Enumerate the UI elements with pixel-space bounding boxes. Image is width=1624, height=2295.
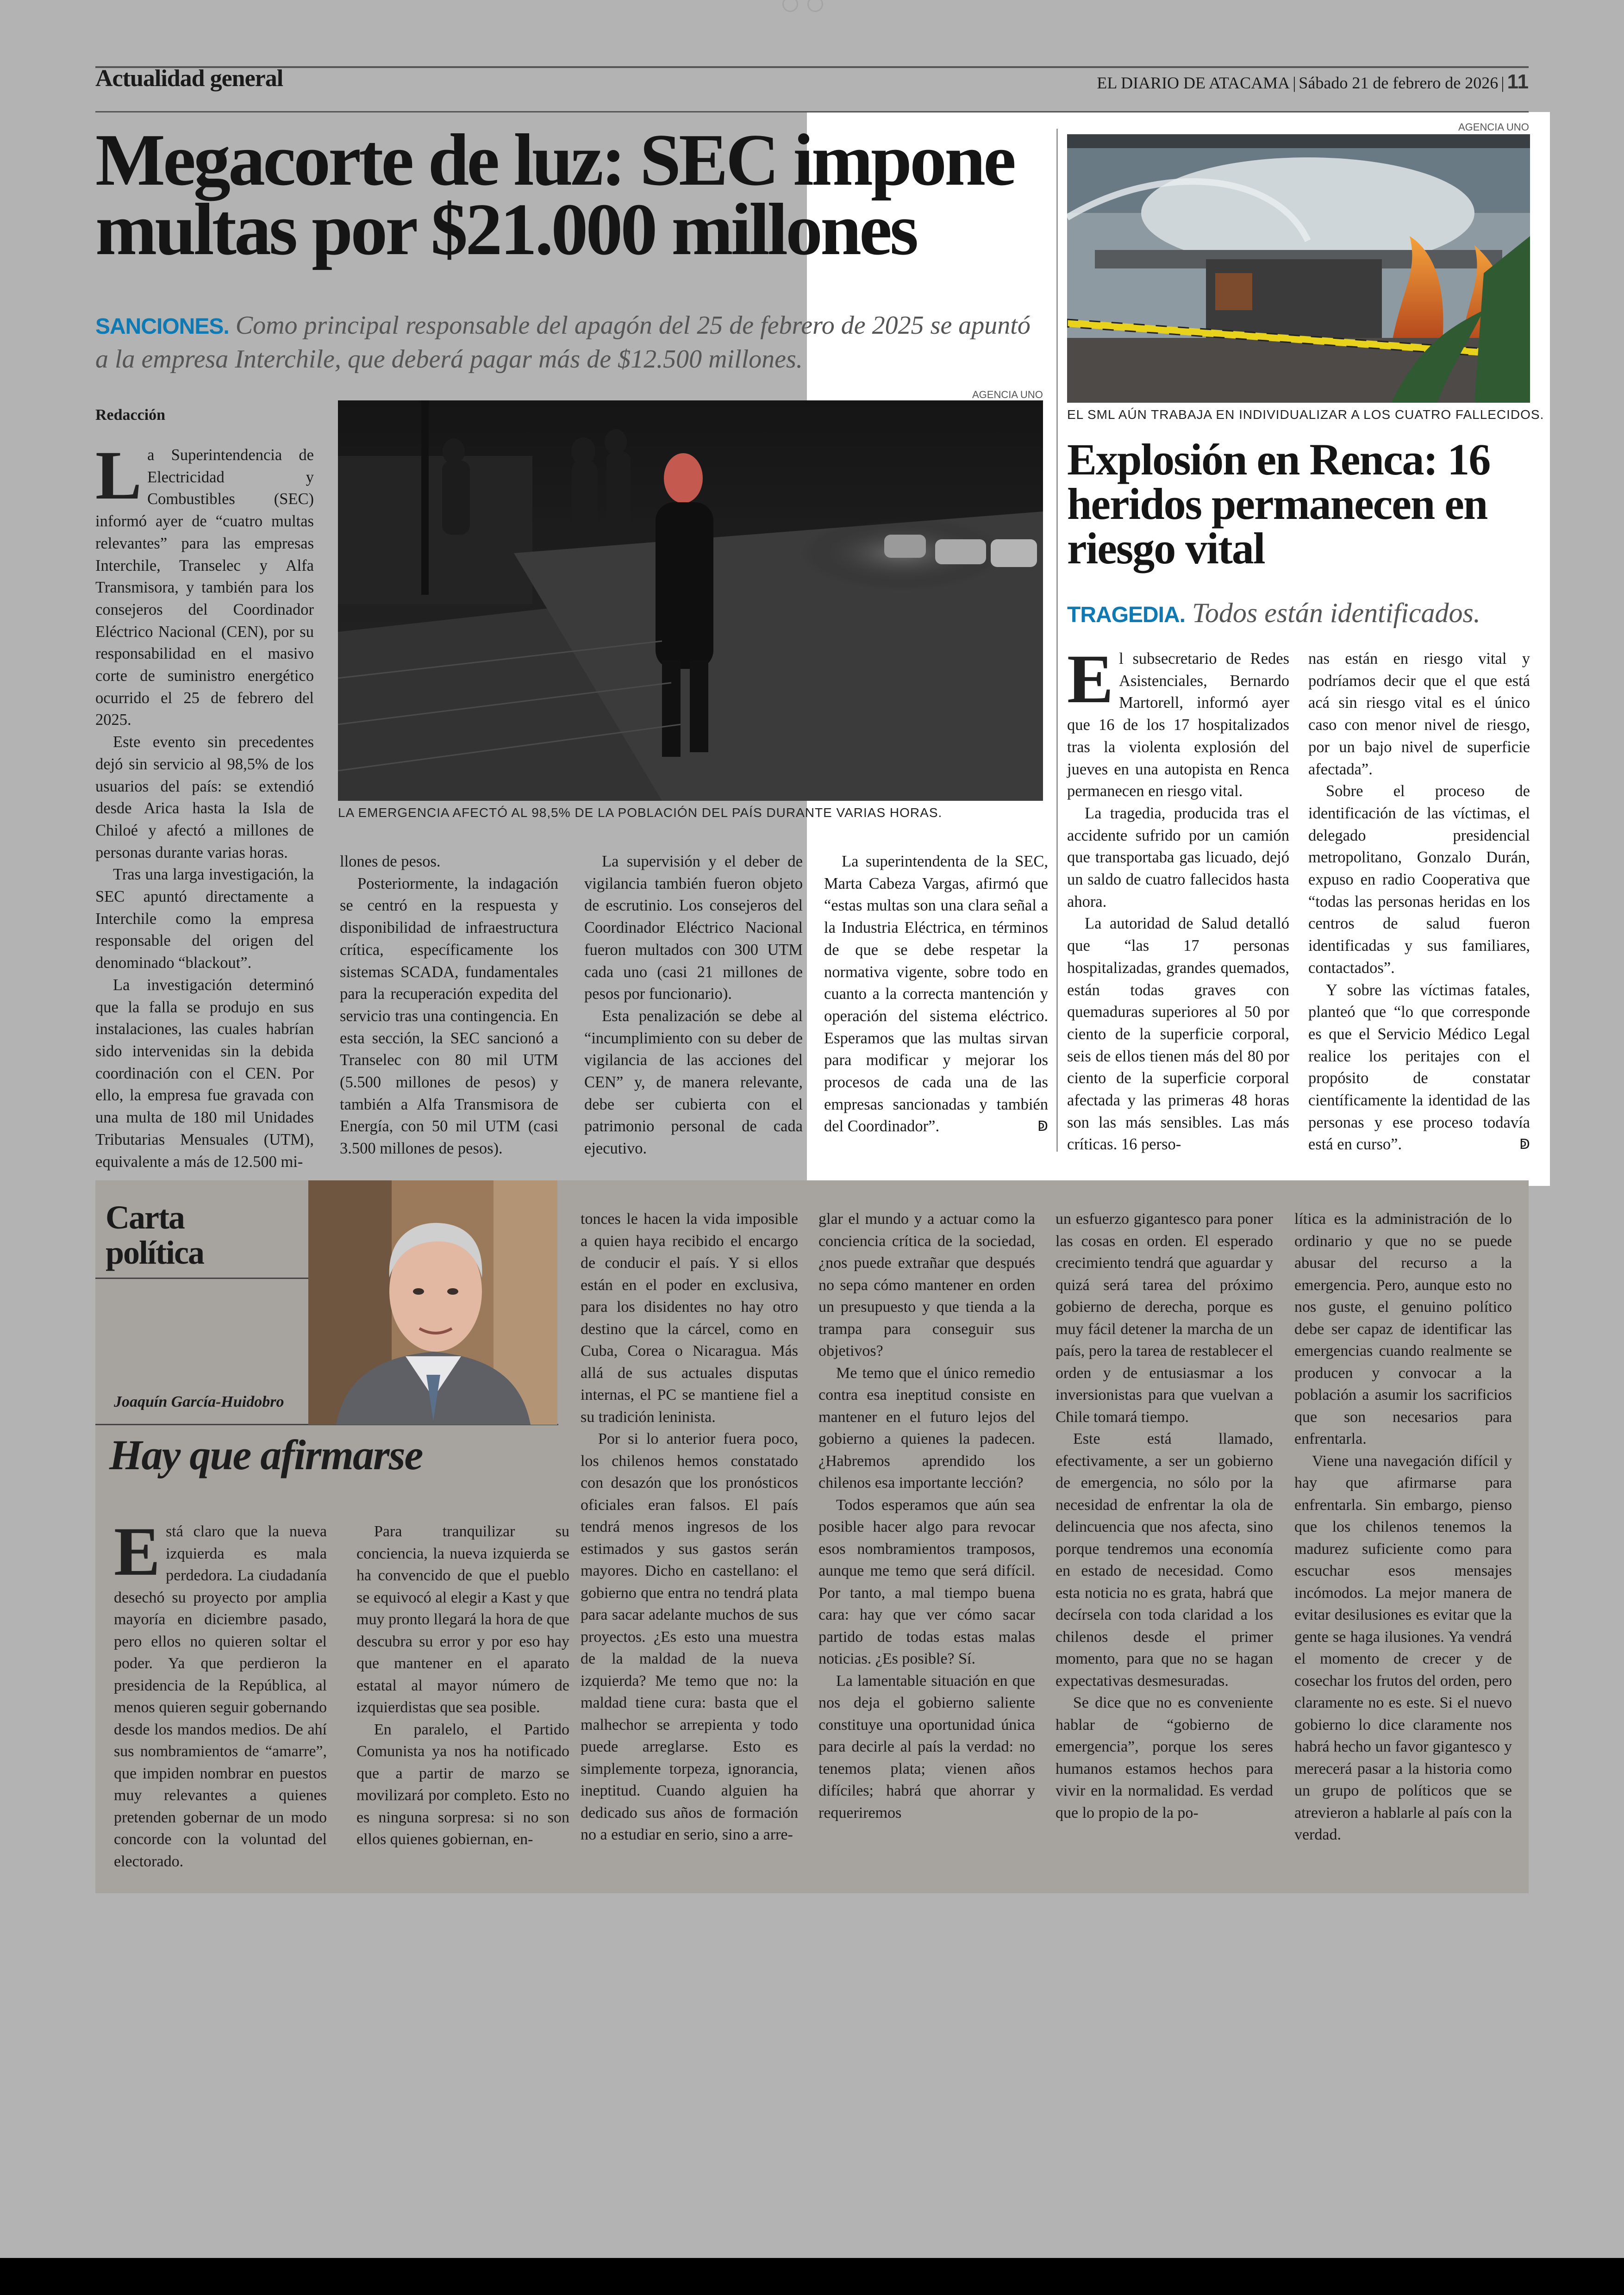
paragraph: nas están en riesgo vital y podríamos decir que el que está acá sin riesgo vital es el único caso con menor nivel de riesgo, por un bajo nivel de superficie afectada”.: [1308, 650, 1530, 778]
paragraph: Tras una larga investigación, la SEC apuntó directamente a Interchile como la empresa responsable del origen del denominado “blackout”.: [95, 866, 314, 972]
side-photo-caption: EL SML AÚN TRABAJA EN INDIVIDUALIZAR A LOS CUATRO FALLECIDOS.: [1067, 407, 1544, 422]
paragraph: Este está llamado, efectivamente, a ser un gobierno de emergencia, no sólo por la necesidad de enfrentar la ola de delincuencia que nos afecta, sino porque tendremos una economía en estado de necesidad. Como esta noticia no es grata, habrá que decírsela con toda claridad a los chilenos desde el primer momento, para que no se hagan expectativas desmesuradas.: [1056, 1430, 1273, 1690]
paragraph: En paralelo, el Partido Comunista ya nos ha notificado que a partir de marzo se movilizará por completo. Esto no es ninguna sorpresa: si no son ellos quienes gobiernan, en-: [356, 1721, 569, 1848]
side-dek: [1067, 597, 1480, 629]
opinion-author: Joaquín García-Huidobro: [114, 1393, 284, 1410]
side-photo-explosion: [1067, 134, 1530, 403]
side-dek-text: Todos están identificados.: [1192, 598, 1480, 628]
lead-column-1: [95, 437, 314, 1173]
lead-byline: Redacción: [95, 406, 166, 424]
drop-cap: E: [114, 1513, 161, 1590]
paragraph: Esta penalización se debe al “incumplimiento con su deber de vigilancia de las acciones del CEN” y, de manera relevante, debe ser cubierta con el patrimonio personal de cada ejecutivo.: [584, 1007, 803, 1158]
paragraph-text: La superintendenta de la SEC, Marta Cabeza Vargas, afirmó que “estas multas son una clara señal a la Industria Eléctrica, en términos de que se debe respetar la normativa vigente, sobre todo en cuanto a la correcta mantención y operación del sistema eléctrico. Esperamos que las multas sirvan para modificar y mejorar los procesos de cada una de las empresas sancionadas y también del Coordinador”.: [824, 853, 1048, 1135]
opinion-column-1: [114, 1513, 327, 1872]
drop-cap: L: [95, 437, 142, 514]
folio: EL DIARIO DE ATACAMA | Sábado 21 de febrero de 2026 | 11: [1097, 70, 1529, 93]
nav-dot-next[interactable]: [807, 0, 823, 12]
lead-photo-caption: LA EMERGENCIA AFECTÓ AL 98,5% DE LA POBLACIÓN DEL PAÍS DURANTE VARIAS HORAS.: [338, 805, 943, 820]
paragraph: Me temo que el único remedio contra esa ineptitud consiste en mantener en el futuro lejos del gobierno a quienes la padecen. ¿Habremos aprendido los chilenos esa importante lección?: [818, 1364, 1035, 1491]
portrait-image: [308, 1180, 557, 1425]
lead-photo-credit: AGENCIA UNO: [972, 389, 1043, 400]
paragraph: lítica es la administración de lo ordinario y que no se puede abusar del recurso a la emergencia. Pero, aunque esto no nos guste, el genuino político debe ser capaz de identificar las emergencias cuando realmente se producen y convocar a la población a asumir los sacrificios que son necesarios para enfrentarla.: [1294, 1210, 1512, 1447]
paragraph: Este evento sin precedentes dejó sin servicio al 98,5% de los usuarios del país: se extendió desde Arica hasta la Isla de Chiloé y afectó a millones de personas durante varias horas.: [95, 733, 314, 861]
paragraph: La investigación determinó que la falla se produjo en sus instalaciones, las cuales habrían sido intervenidas sin la debida coordinación con el CEN. Por ello, la empresa fue gravada con una multa de 180 mil Unidades Tributarias Mensuales (UTM), equivalente a más de 12.500 mi-: [95, 976, 314, 1171]
side-kicker: TRAGEDIA.: [1067, 603, 1185, 627]
opinion-column-5: [1056, 1208, 1273, 1824]
end-mark-icon: ↁ: [1519, 1136, 1530, 1153]
side-column-2: [1308, 648, 1530, 1156]
paragraph: Todos esperamos que aún sea posible hacer algo para revocar esos nombramientos tramposos, aunque me temo que será difícil. Por tanto, a mal tiempo buena cara: hay que ver cómo sacar partido de todas estas malas noticias. ¿Es posible? Sí.: [818, 1496, 1035, 1667]
opinion-column-6: [1294, 1208, 1512, 1846]
lead-column-3: [584, 851, 803, 1160]
drop-cap: E: [1067, 641, 1114, 717]
side-photo-credit: AGENCIA UNO: [1458, 121, 1529, 133]
lead-dek: [95, 309, 1044, 375]
paragraph: Por si lo anterior fuera poco, los chilenos hemos constatado con desazón que los pronósticos oficiales eran falsos. El país tendrá menos ingresos de los estimados y sus gastos serán mayores. Dicho en castellano: el gobierno que entra no tendrá plata para sacar adelante muchos de sus proyectos. ¿Es esto una muestra de la maldad de la nueva izquierda? Me temo que no: la maldad tiene cura: basta que el malhechor se arrepienta y todo puede arreglarse. Esto es simplemente torpeza, ignorancia, ineptitud. Cuando alguien ha dedicado sus años de formación no a estudiar en serio, sino a arre-: [581, 1430, 798, 1843]
paragraph: glar el mundo y a actuar como la conciencia crítica de la sociedad, ¿nos puede extrañar que después no sepa cómo mantener en orden un presupuesto y que tienda a la trampa para conseguir sus objetivos?: [818, 1210, 1035, 1360]
opinion-section-line2: política: [106, 1234, 204, 1271]
paragraph: l subsecretario de Redes Asistenciales, Bernardo Martorell, informó ayer que 16 de los 17 hospitalizados tras la violenta explosión del jueves en una autopista en Renca permanecen en riesgo vital.: [1067, 650, 1289, 800]
lead-kicker: SANCIONES.: [95, 314, 229, 339]
newspaper-name: EL DIARIO DE ATACAMA: [1097, 74, 1290, 92]
paragraph: stá claro que la nueva izquierda es mala perdedora. La ciudadanía desechó su proyecto por amplia mayoría en diciembre pasado, pero ellos no quieren soltar el poder. Ya que perdieron la presidencia de la República, al menos quieren seguir gobernando desde los mandos medios. De ahí sus nombramientos de “amarre”, que impiden nombrar en puestos muy relevantes a quienes pretenden gobernar de un modo concorde con la voluntad del electorado.: [114, 1523, 327, 1870]
opinion-column-2: [356, 1521, 569, 1851]
opinion-rule: [95, 1278, 308, 1279]
paragraph: La supervisión y el deber de vigilancia también fueron objeto de escrutinio. Los consejeros del Coordinador Eléctrico Nacional fueron multados con 300 UTM cada uno (casi 21 millones de pesos por funcionario).: [584, 853, 803, 1003]
end-mark-icon: ↁ: [1037, 1118, 1048, 1135]
paragraph: Sobre el proceso de identificación de las víctimas, el delegado presidencial metropolitano, Gonzalo Durán, expuso en radio Cooperativa que “todas las personas heridas en los centros de salud fueron identificadas y sus familiares, contactados”.: [1308, 782, 1530, 977]
side-column-1: [1067, 641, 1289, 1156]
paragraph: un esfuerzo gigantesco para poner las cosas en orden. El esperado crecimiento tendrá que aguardar y quizá será tarea del próximo gobierno de derecha, porque es muy fácil detener la marcha de un país, pero la tarea de restablecer el orden y de entusiasmar a los inversionistas para que vuelvan a Chile tomará tiempo.: [1056, 1210, 1273, 1426]
page-nav-dots[interactable]: [782, 0, 843, 14]
paragraph: Viene una navegación difícil y hay que afirmarse para enfrentarla. Sin embargo, pienso que los chilenos tenemos la madurez suficiente como para escuchar esos mensajes incómodos. La mejor manera de evitar desilusiones es evitar que la gente se haga ilusiones. Ya vendrá el momento de crecer y de cosechar los frutos del orden, pero claramente no es este. Si el nuevo gobierno lo dice claramente nos habrá hecho un favor gigantesco y merecerá pasar a la historia como un grupo de políticos que se atrevieron a hablarle al país con la verdad.: [1294, 1452, 1512, 1843]
side-headline: Explosión en Renca: 16 heridos permanecen en riesgo vital: [1067, 435, 1490, 573]
explosion-scene-image: [1067, 134, 1530, 403]
paragraph-text: Y sobre las víctimas fatales, planteó que “lo que corresponde es que el Servicio Médico Legal realice los peritajes con el propósito de constatar científicamente la identidad de las personas y ese proceso todavía está en curso”.: [1308, 981, 1530, 1154]
paragraph: La tragedia, producida tras el accidente sufrido por un camión que transportaba gas licuado, dejó un saldo de cuatro fallecidos hasta ahora.: [1067, 804, 1289, 911]
night-street-image: [338, 400, 1043, 801]
paragraph: a Superintendencia de Electricidad y Combustibles (SEC) informó ayer de “cuatro multas relevantes” para las empresas Interchile, Transelec y Alfa Transmisora, y también para los consejeros del Coordinador Eléctrico Nacional (CEN), por su responsabilidad en el masivo corte de suministro energético ocurrido el 25 de febrero del 2025.: [95, 446, 314, 729]
paragraph: La lamentable situación en que nos deja el gobierno saliente constituye una oportunidad única para decirle al país la verdad: no tenemos plata; vienen años difíciles; habrá que ahorrar y requeriremos: [818, 1672, 1035, 1821]
opinion-section-line1: Carta: [106, 1199, 184, 1236]
paragraph: llones de pesos.: [340, 853, 441, 870]
viewer-bottom-bar: [0, 2258, 1624, 2295]
paragraph: Se dice que no es conveniente hablar de “gobierno de emergencia”, porque los seres humanos estamos hechos para vivir en la normalidad. Es verdad que lo propio de la po-: [1056, 1694, 1273, 1821]
paragraph: Posteriormente, la indagación se centró en la respuesta y disponibilidad de infraestructura crítica, específicamente los sistemas SCADA, fundamentales para la recuperación expedita del servicio tras una contingencia. En esta sección, la SEC sancionó a Transelec con 80 mil UTM (5.500 millones de pesos) y también a Alfa Transmisora de Energía, con 50 mil UTM (casi 3.500 millones de pesos).: [340, 874, 558, 1158]
lead-column-4: [824, 851, 1048, 1138]
issue-date: Sábado 21 de febrero de 2026: [1299, 74, 1499, 92]
lead-dek-text: Como principal responsable del apagón del 25 de febrero de 2025 se apuntó a la empresa Interchile, que deberá pagar más de $12.500 millones.: [95, 311, 1031, 374]
header-rule-bottom: [95, 111, 1529, 112]
lead-headline: Megacorte de luz: SEC impone multas por $21.000 millones: [95, 118, 1014, 270]
opinion-section-title: [106, 1200, 204, 1270]
page-number: 11: [1507, 70, 1529, 93]
paragraph: Para tranquilizar su conciencia, la nueva izquierda se ha convencido de que el pueblo se equivocó al elegir a Kast y que muy pronto llegará la hora de que descubra su error y por eso hay que mantener en el aparato estatal al mayor número de izquierdistas que sea posible.: [356, 1523, 569, 1716]
column-divider: [1056, 129, 1058, 1152]
nav-dot-prev[interactable]: [782, 0, 798, 12]
opinion-column-4: [818, 1208, 1035, 1824]
lead-photo-blackout-street: [338, 400, 1043, 801]
author-portrait: [308, 1180, 557, 1425]
paragraph: [1308, 979, 1530, 1156]
paragraph: tonces le hacen la vida imposible a quien haya recibido el encargo de conducir el país. Y si ellos están en el poder en exclusiva, para los disidentes no hay otro destino que la cárcel, como en Cuba, Corea o Nicaragua. Más allá de sus actuales disputas internas, el PC se mantiene fiel a su tradición leninista.: [581, 1210, 798, 1426]
section-label: Actualidad general: [95, 65, 283, 92]
paragraph: La autoridad de Salud detalló que “las 17 personas hospitalizadas, grandes quemados, están todas graves con quemaduras superiores al 50 por ciento de la superficie corporal, seis de ellos tienen más del 80 por ciento de la superficie corporal afectada y las primeras 48 horas son las más sensibles. Las más críticas. 16 perso-: [1067, 915, 1289, 1154]
lead-column-2: [340, 851, 558, 1160]
header-rule-top: [95, 66, 1529, 68]
paragraph: [824, 851, 1048, 1138]
opinion-title: Hay que afirmarse: [109, 1431, 423, 1478]
opinion-column-3: [581, 1208, 798, 1846]
